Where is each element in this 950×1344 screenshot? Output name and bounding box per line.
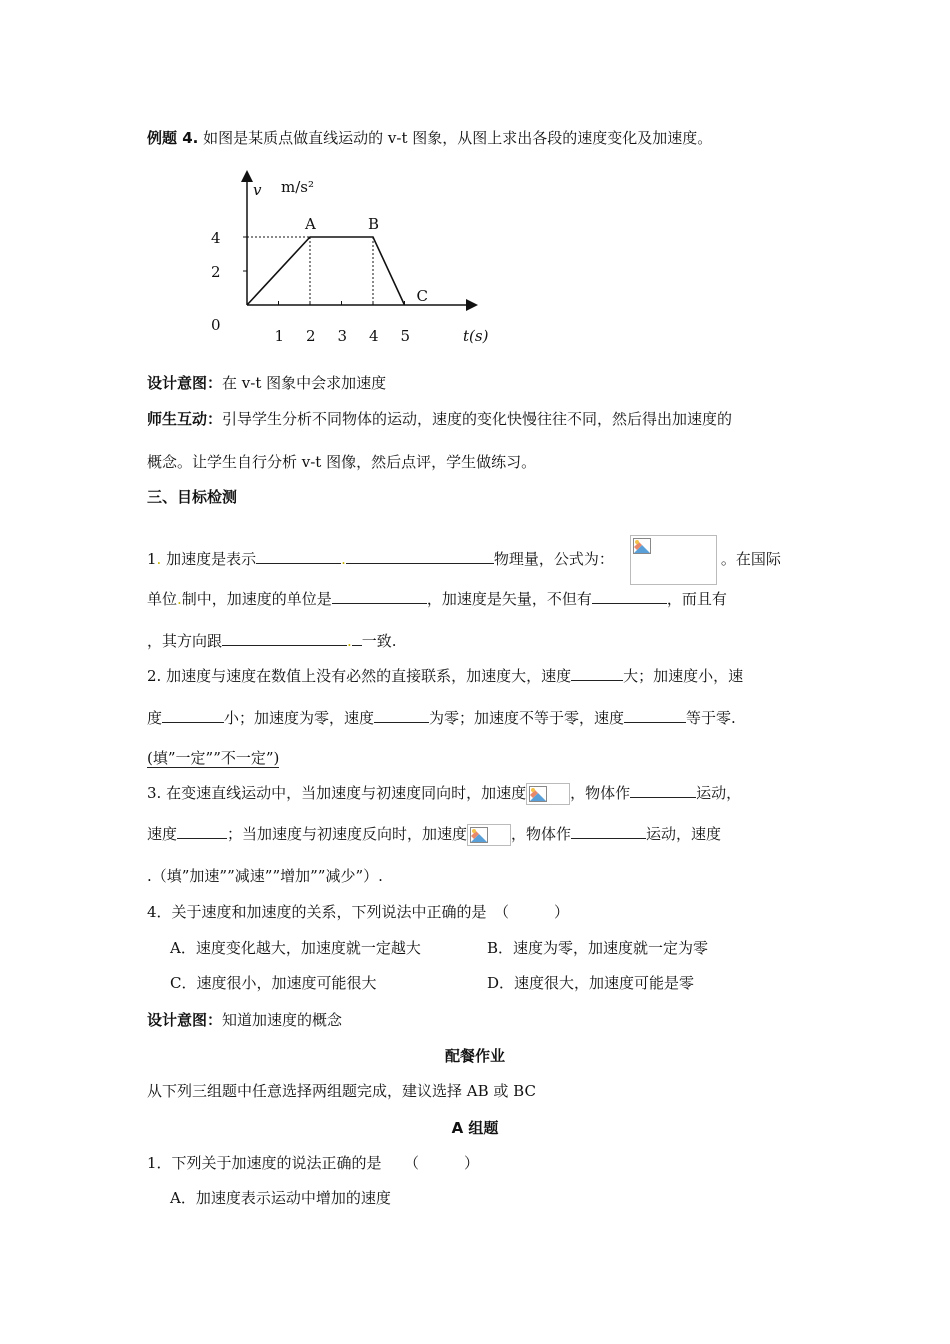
design-label: 设计意图： bbox=[147, 1011, 223, 1029]
broken-image-icon bbox=[633, 538, 651, 554]
formula-image-placeholder bbox=[467, 824, 511, 846]
blank-field[interactable] bbox=[346, 549, 494, 564]
x-tick-label: 3 bbox=[337, 327, 348, 345]
group-a-title: A 组题 bbox=[451, 1119, 499, 1137]
marker-dot: . bbox=[341, 550, 346, 568]
design-text: 知道加速度的概念 bbox=[222, 1011, 343, 1029]
q1-text-9: 一致. bbox=[361, 632, 397, 650]
q3-text-3: 运动， bbox=[696, 784, 742, 802]
interaction-text-1: 引导学生分析不同物体的运动，速度的变化快慢往往不同，然后得出加速度的 bbox=[222, 410, 733, 428]
q2-text-3: 度 bbox=[147, 709, 163, 727]
series-line bbox=[247, 237, 405, 305]
broken-image-icon bbox=[470, 827, 488, 843]
q3-text-2: ，物体作 bbox=[570, 784, 631, 802]
design-intent-2 bbox=[147, 1010, 342, 1030]
y-tick-label: 2 bbox=[211, 263, 221, 281]
q3-text-8: .（填”加速””减速””增加””减少”）. bbox=[147, 867, 383, 885]
q3-text-7: 运动，速度 bbox=[646, 825, 722, 843]
x-tick-label: 5 bbox=[400, 327, 411, 345]
q3-text-4: 速度 bbox=[147, 825, 178, 843]
homework-title: 配餐作业 bbox=[444, 1047, 505, 1065]
blank-field[interactable] bbox=[352, 631, 362, 646]
blank-field[interactable] bbox=[571, 666, 623, 681]
q1-text-7: ，而且有 bbox=[666, 590, 727, 608]
q1-line-2 bbox=[147, 589, 727, 609]
interaction-line-2: 概念。让学生自行分析 v-t 图像，然后点评，学生做练习。 bbox=[147, 453, 537, 471]
q1-text-6: ，加速度是矢量，不但有 bbox=[426, 590, 592, 608]
q2-line-1 bbox=[147, 666, 743, 686]
marker-dot: . bbox=[177, 590, 182, 608]
y-tick-label: 4 bbox=[211, 229, 221, 247]
q2-text-6: 等于零. bbox=[686, 709, 736, 727]
q4-option-d: D．速度很大，加速度可能是零 bbox=[487, 974, 695, 992]
blank-field[interactable] bbox=[256, 549, 341, 564]
section-title: 三、目标检测 bbox=[147, 488, 238, 506]
q3-text-5: ；当加速度与初速度反向时，加速度 bbox=[227, 825, 468, 843]
marker-dot: . bbox=[156, 550, 162, 568]
y-tick-label: 0 bbox=[211, 316, 221, 334]
design-text: 在 v-t 图象中会求加速度 bbox=[222, 374, 387, 392]
x-tick-label: 4 bbox=[369, 327, 379, 345]
q2-line-2 bbox=[147, 708, 736, 728]
vt-chart bbox=[195, 165, 495, 355]
blank-field[interactable] bbox=[592, 589, 667, 604]
q2-text-2: 大；加速度小，速 bbox=[623, 667, 744, 685]
q2-line-3 bbox=[147, 748, 279, 768]
q1-text-1: 加速度是表示 bbox=[166, 550, 257, 568]
q1-text-4: 单位 bbox=[147, 590, 178, 608]
q1-number: 1 bbox=[147, 550, 157, 568]
interaction-line-1 bbox=[147, 409, 732, 429]
a-q1-option-a: A．加速度表示运动中增加的速度 bbox=[170, 1189, 391, 1207]
blank-field[interactable] bbox=[630, 783, 696, 798]
blank-field[interactable] bbox=[571, 824, 646, 839]
q2-text-1: 2. 加速度与速度在数值上没有必然的直接联系，加速度大，速度 bbox=[147, 667, 572, 685]
q4-option-a: A．速度变化越大，加速度就一定越大 bbox=[170, 939, 421, 957]
x-tick-label: 1 bbox=[274, 327, 285, 345]
blank-field[interactable] bbox=[624, 708, 686, 723]
q2-text-4: 小；加速度为零，速度 bbox=[224, 709, 375, 727]
point-label: C bbox=[416, 287, 428, 305]
q4-stem: 4．关于速度和加速度的关系，下列说法中正确的是 （ ） bbox=[147, 903, 570, 921]
q1-text-8: ，其方向跟 bbox=[147, 632, 223, 650]
q1-text-5: 制中，加速度的单位是 bbox=[181, 590, 332, 608]
point-label: A bbox=[305, 215, 316, 233]
q3-text-1: 3. 在变速直线运动中，当加速度与初速度同向时，加速度 bbox=[147, 784, 527, 802]
blank-field[interactable] bbox=[374, 708, 429, 723]
q3-line-3 bbox=[147, 866, 383, 886]
q2-text-7: (填”一定””不一定”) bbox=[147, 749, 280, 767]
example-heading bbox=[147, 128, 712, 148]
blank-field[interactable] bbox=[222, 631, 347, 646]
formula-image-placeholder bbox=[630, 535, 717, 585]
x-tick-label: 2 bbox=[306, 327, 316, 345]
point-label: B bbox=[368, 215, 380, 233]
formula-image-placeholder bbox=[526, 783, 570, 805]
q2-text-5: 为零；加速度不等于零，速度 bbox=[429, 709, 625, 727]
design-label: 设计意图： bbox=[147, 374, 223, 392]
example-text: 如图是某质点做直线运动的 v-t 图象，从图上求出各段的速度变化及加速度。 bbox=[203, 129, 713, 147]
interaction-label: 师生互动： bbox=[147, 410, 223, 428]
q3-line-2 bbox=[147, 824, 721, 846]
blank-field[interactable] bbox=[332, 589, 427, 604]
q1-line-1 bbox=[147, 535, 781, 585]
q4-option-c: C．速度很小，加速度可能很大 bbox=[170, 974, 377, 992]
broken-image-icon bbox=[529, 786, 547, 802]
a-q1-stem: 1．下列关于加速度的说法正确的是 （ ） bbox=[147, 1154, 480, 1172]
q3-text-6: ，物体作 bbox=[511, 825, 572, 843]
q1-line-3 bbox=[147, 631, 397, 651]
design-intent-1 bbox=[147, 373, 386, 393]
q1-text-2: 物理量，公式为： bbox=[493, 550, 614, 568]
marker-dot: . bbox=[347, 632, 352, 650]
x-axis-label: t(s) bbox=[463, 327, 489, 345]
q3-line-1 bbox=[147, 783, 741, 805]
blank-field[interactable] bbox=[162, 708, 224, 723]
blank-field[interactable] bbox=[177, 824, 227, 839]
y-unit-label: m/s² bbox=[281, 178, 314, 196]
q1-text-3: 。在国际 bbox=[720, 550, 781, 568]
y-axis-label: v bbox=[253, 181, 262, 199]
q4-option-b: B．速度为零，加速度就一定为零 bbox=[487, 939, 709, 957]
example-label: 例题 4. bbox=[147, 129, 199, 147]
homework-intro: 从下列三组题中任意选择两组题完成，建议选择 AB 或 BC bbox=[147, 1082, 536, 1100]
